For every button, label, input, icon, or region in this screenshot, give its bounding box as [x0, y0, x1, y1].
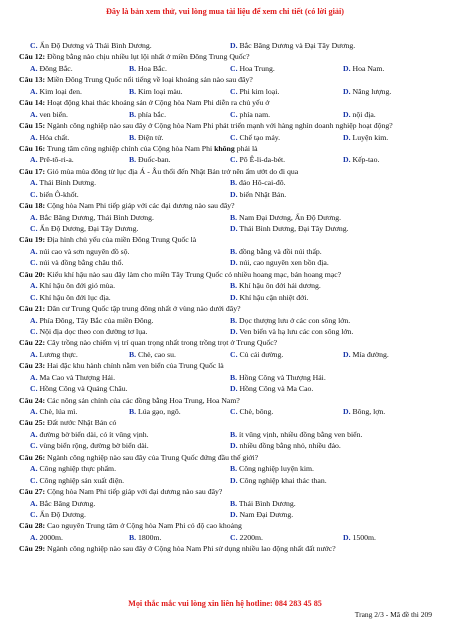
options-row — [19, 315, 440, 326]
option-a: A. 2000m. — [30, 532, 63, 542]
question-number: Câu 27: — [19, 487, 46, 497]
option-a: A. Lương thực. — [30, 349, 78, 359]
option-b: B. Dọc thượng lưu ở các con sông lớn. — [230, 315, 351, 325]
options-row — [19, 349, 440, 360]
question-text-after: phải là — [236, 143, 258, 153]
question-text: Cây trồng nào chiếm vị trí quan trọng nhất trong trồng trọt ở Trung Quốc? — [47, 338, 278, 348]
options-row — [19, 132, 440, 143]
option-b: B. phía bắc. — [129, 109, 167, 119]
question-text: Đất nước Nhật Bản có — [47, 418, 117, 428]
option-a: A. Hóa chất. — [30, 132, 70, 142]
question-text: Dân cư Trung Quốc tập trung đông nhất ở vùng nào dưới đây? — [47, 304, 241, 314]
options-row — [19, 292, 440, 303]
question-number: Câu 14: — [19, 98, 46, 108]
page-info: Trang 2/3 - Mã đề thi 209 — [354, 610, 432, 619]
option-b: B. Kim loại màu. — [129, 86, 183, 96]
option-c: C. Củ cải đường. — [230, 349, 284, 359]
option-a: A. đường bờ biển dài, có ít vũng vịnh. — [30, 429, 149, 439]
question-number: Câu 19: — [19, 235, 46, 245]
option-b: B. Công nghiệp luyện kim. — [230, 464, 314, 474]
question-text: Ngành công nghiệp nào sau đây ở Cộng hòa Nam Phi phát triển mạnh với hàng nghìn doanh nghiệp hoạt động? — [47, 121, 393, 131]
option-c: C. Ấn Độ Dương và Thái Bình Dương. — [30, 41, 152, 50]
option-a: A. Prê-tô-ri-a. — [30, 155, 74, 165]
question-stem — [19, 360, 440, 371]
emphasis-word: không — [214, 143, 235, 153]
option-d: D. Hồng Công và Ma Cao. — [230, 384, 314, 394]
question-number: Câu 24: — [19, 395, 46, 405]
options-row — [19, 177, 440, 188]
option-d: D. Bông, lợn. — [343, 407, 386, 417]
options-row — [19, 532, 440, 543]
options-row — [19, 440, 440, 451]
option-c: C. phía nam. — [230, 109, 271, 119]
option-a: A. Chè, lúa mì. — [30, 407, 78, 417]
question-stem — [19, 234, 440, 245]
option-d: D. Công nghiệp khai thác than. — [230, 475, 327, 485]
option-b: B. Chè, cao su. — [129, 349, 176, 359]
question-text: Các nông sản chính của các đồng bằng Hoa Trung, Hoa Nam? — [47, 395, 240, 405]
option-b: B. đảo Hô-cai-đô. — [230, 178, 286, 188]
options-row — [19, 463, 440, 474]
question-text: Hoạt động khai thác khoáng sản ở Cộng hòa Nam Phi diễn ra chủ yếu ở — [47, 98, 270, 108]
question-number: Câu 15: — [19, 121, 46, 131]
question-text: Hai đặc khu hành chính nằm ven biển của Trung Quốc là — [47, 361, 224, 371]
option-d: D. Bắc Băng Dương và Đại Tây Dương. — [230, 41, 356, 50]
option-b: B. Đuốc-ban. — [129, 155, 171, 165]
question-stem — [19, 166, 440, 177]
option-b: B. Nam Đại Dương, Ấn Độ Dương. — [230, 212, 342, 222]
options-row — [19, 509, 440, 520]
question-text: Ngành công nghiệp nào sau đây ở Cộng hòa Nam Phi sử dụng nhiều lao động nhất đất nước? — [47, 544, 336, 554]
option-c: C. Chế tạo máy. — [230, 132, 281, 142]
option-a: A. Bắc Băng Dương. — [30, 498, 96, 508]
option-a: A. Đông Bắc. — [30, 63, 73, 73]
question-number: Câu 17: — [19, 166, 46, 176]
question-text: Ngành công nghiệp nào sau đây của Trung Quốc đứng đầu thế giới? — [47, 452, 259, 462]
option-c: C. Pô Ê-li-da-bét. — [230, 155, 286, 165]
question-number: Câu 22: — [19, 338, 46, 348]
option-b: B. ít vũng vịnh, nhiều đồng bằng ven biển. — [230, 429, 363, 439]
question-text: Địa hình chủ yếu của miền Đông Trung Quốc là — [47, 235, 197, 245]
options-row — [19, 189, 440, 200]
option-c: C. Công nghiệp sản xuất điện. — [30, 475, 125, 485]
question-number: Câu 18: — [19, 201, 46, 211]
question-stem — [19, 51, 440, 62]
option-c: C. Chè, bông. — [230, 407, 274, 417]
options-row — [19, 86, 440, 97]
option-a: A. Bắc Băng Dương, Thái Bình Dương. — [30, 212, 154, 222]
options-row — [19, 498, 440, 509]
question-stem — [19, 452, 440, 463]
option-d: D. biển Nhật Bản. — [230, 189, 287, 199]
question-text: Gió mùa mùa đông từ lục địa Á - Âu thổi đến Nhật Bản trở nên ẩm ướt do đi qua — [47, 166, 299, 176]
option-a: A. Ma Cao và Thượng Hải. — [30, 372, 116, 382]
question-number: Câu 25: — [19, 418, 46, 428]
question-stem — [19, 74, 440, 85]
header-banner: Đây là bản xem thử, vui lòng mua tài liệu để xem chi tiết (có lời giải) — [105, 7, 344, 16]
option-c: C. Hồng Công và Quảng Châu. — [30, 384, 128, 394]
option-d: D. Năng lượng. — [343, 86, 392, 96]
option-d: D. Mía đường. — [343, 349, 389, 359]
question-number: Câu 29: — [19, 544, 46, 554]
option-c: C. Nội địa dọc theo con đường tơ lụa. — [30, 326, 148, 336]
question-text: Cộng hòa Nam Phi tiếp giáp với đại dương nào sau đây? — [47, 487, 223, 497]
option-c: C. Khí hậu ôn đới lục địa. — [30, 292, 111, 302]
question-stem — [19, 486, 440, 497]
option-b: B. Điện tử. — [129, 132, 164, 142]
question-number: Câu 16: — [19, 143, 46, 153]
options-row — [19, 223, 440, 234]
question-number: Câu 21: — [19, 304, 46, 314]
question-number: Câu 23: — [19, 361, 46, 371]
options-row — [19, 406, 440, 417]
options-row — [19, 246, 440, 257]
options-row — [19, 109, 440, 120]
question-stem — [19, 395, 440, 406]
option-d: D. nhiều đồng bằng nhỏ, nhiều đảo. — [230, 441, 341, 451]
option-c: C. Phi kim loại. — [230, 86, 280, 96]
question-text: Cao nguyên Trung tâm ở Cộng hòa Nam Phi có độ cao khoảng — [47, 521, 242, 531]
carry-over-options — [19, 40, 440, 51]
option-d: D. Thái Bình Dương, Đại Tây Dương. — [230, 224, 349, 234]
options-row — [19, 63, 440, 74]
question-stem — [19, 417, 440, 428]
option-d: D. Nam Đại Dương. — [230, 509, 294, 519]
question-number: Câu 12: — [19, 52, 46, 62]
question-stem — [19, 543, 440, 554]
option-b: B. Hồng Công và Thượng Hải. — [230, 372, 326, 382]
option-c: C. vùng biển rộng, đường bờ biển dài. — [30, 441, 149, 451]
option-c: C. Ấn Độ Dương. — [30, 509, 86, 519]
options-row — [19, 326, 440, 337]
option-a: A. núi cao và sơn nguyên đồ sộ. — [30, 246, 130, 256]
question-stem — [19, 200, 440, 211]
question-stem — [19, 269, 440, 280]
option-b: B. 1800m. — [129, 532, 162, 542]
footer-banner: Mọi thắc mắc vui lòng xin liên hệ hotline: 084 283 45 85 — [128, 599, 322, 608]
question-stem — [19, 97, 440, 108]
option-d: D. Ven biển và hạ lưu các con sông lớn. — [230, 326, 354, 336]
question-number: Câu 28: — [19, 521, 46, 531]
options-row — [19, 429, 440, 440]
option-a: A. Phía Đông, Tây Bắc của miền Đông. — [30, 315, 154, 325]
option-c: C. Hoa Trung. — [230, 63, 275, 73]
question-number: Câu 13: — [19, 75, 46, 85]
question-text: Kiểu khí hậu nào sau đây làm cho miền Tây Trung Quốc có nhiều hoang mạc, bán hoang mạc? — [47, 269, 342, 279]
option-d: D. Luyện kim. — [343, 132, 389, 142]
option-c: C. núi và đồng bằng châu thổ. — [30, 258, 124, 268]
exam-content — [19, 40, 440, 555]
option-c: C. 2200m. — [230, 532, 263, 542]
option-b: B. Lúa gạo, ngô. — [129, 407, 181, 417]
option-d: D. núi, cao nguyên xen bồn địa. — [230, 258, 329, 268]
option-c: C. Ấn Độ Dương, Đại Tây Dương. — [30, 224, 139, 234]
option-a: A. ven biển. — [30, 109, 68, 119]
option-d: D. Kếp-tao. — [343, 155, 380, 165]
option-b: B. đồng bằng và đồi núi thấp. — [230, 246, 322, 256]
option-a: A. Thái Bình Dương. — [30, 178, 97, 188]
option-a: A. Kim loại đen. — [30, 86, 82, 96]
option-b: B. Khí hậu ôn đới hải dương. — [230, 281, 321, 291]
options-row — [19, 372, 440, 383]
question-stem — [19, 520, 440, 531]
options-row — [19, 154, 440, 165]
options-row — [19, 475, 440, 486]
option-c: C. biển Ô-khốt. — [30, 189, 79, 199]
option-d: D. Hoa Nam. — [343, 63, 385, 73]
question-stem — [19, 143, 440, 154]
option-a: A. Khí hậu ôn đới gió mùa. — [30, 281, 116, 291]
question-stem — [19, 120, 440, 131]
question-number: Câu 20: — [19, 269, 46, 279]
question-stem — [19, 303, 440, 314]
question-number: Câu 26: — [19, 452, 46, 462]
option-d: D. 1500m. — [343, 532, 376, 542]
question-text: Miền Đông Trung Quốc nổi tiếng về loại khoáng sản nào sau đây? — [47, 75, 253, 85]
options-row — [19, 212, 440, 223]
option-b: B. Hoa Bắc. — [129, 63, 167, 73]
options-row — [19, 280, 440, 291]
question-stem — [19, 337, 440, 348]
question-text: Trung tâm công nghiệp chính của Cộng hòa Nam Phi — [46, 143, 213, 153]
question-text: Đồng bằng nào chịu nhiều lụt lội nhất ở miền Đông Trung Quốc? — [47, 52, 250, 62]
options-row — [19, 257, 440, 268]
option-b: B. Thái Bình Dương. — [230, 498, 296, 508]
question-text: Cộng hòa Nam Phi tiếp giáp với các đại dương nào sau đây? — [47, 201, 235, 211]
options-row — [19, 383, 440, 394]
option-d: D. Khí hậu cận nhiệt đới. — [230, 292, 309, 302]
option-a: A. Công nghiệp thực phẩm. — [30, 464, 117, 474]
option-d: D. nội địa. — [343, 109, 376, 119]
